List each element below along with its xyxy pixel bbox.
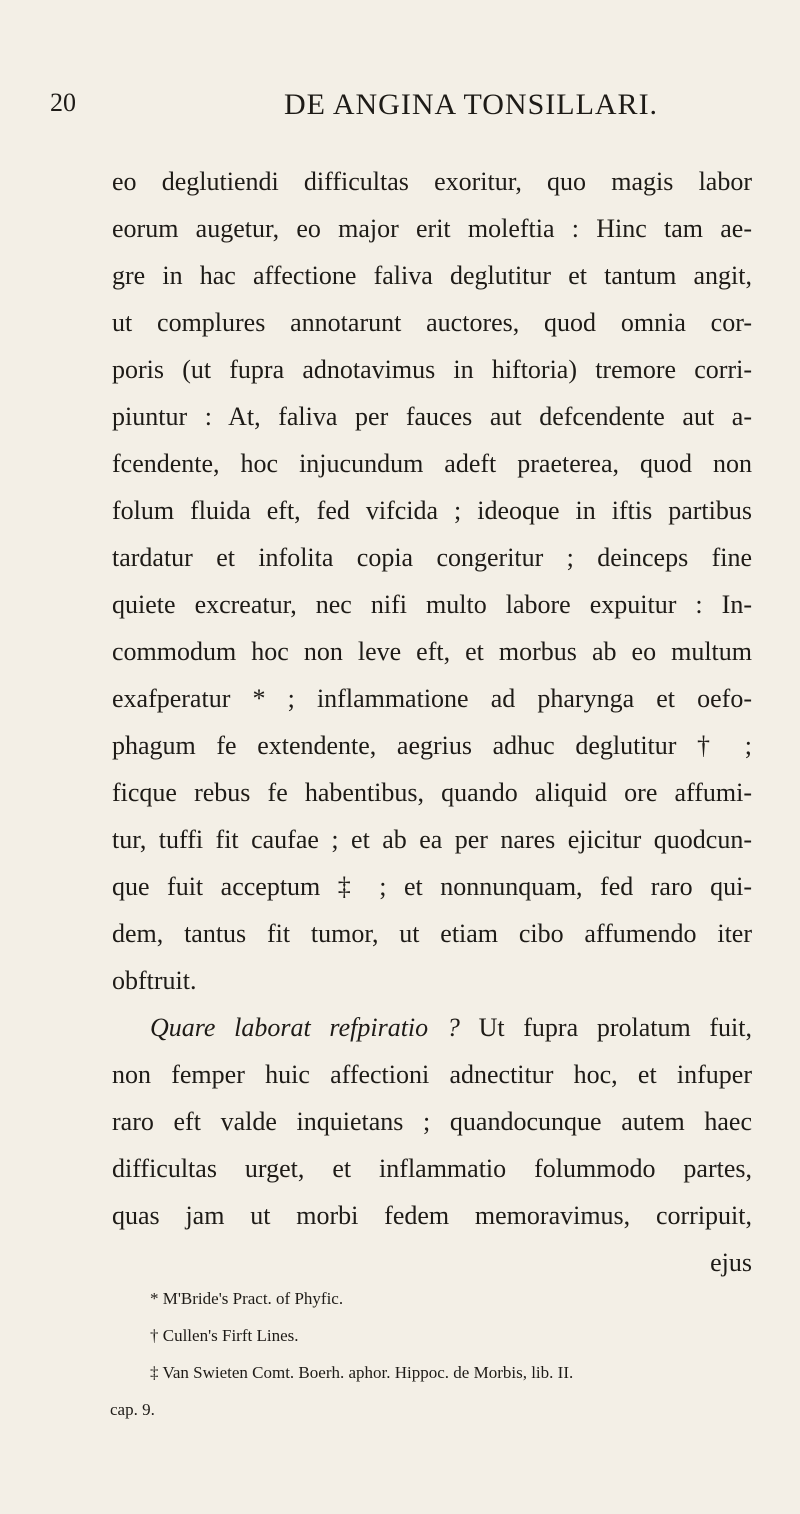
page-number: 20 [50,88,76,117]
text-line: eorum augetur, eo major erit moleftia : Hinc tam ae- [112,214,752,243]
text-line: obftruit. [112,966,197,995]
text-line: folum fluida eft, fed vifcida ; ideoque in iftis partibus [112,496,752,525]
footnote-1: * M'Bride's Pract. of Phyfic. [150,1289,344,1308]
text-line: gre in hac affectione faliva deglutitur et tantum angit, [112,261,752,290]
text-line: tur, tuffi fit caufae ; et ab ea per nares ejicitur quodcun- [112,825,752,854]
footnote-3-continued: cap. 9. [110,1400,155,1419]
text-line: tardatur et infolita copia congeritur ; deinceps fine [112,543,752,572]
running-title: DE ANGINA TONSILLARI. [284,88,659,121]
question-rest: Ut fupra prolatum fuit, [478,1013,752,1042]
page-header [50,88,750,128]
body-text [112,158,752,1286]
text-line: que fuit acceptum ‡ ; et nonnunquam, fed raro qui- [112,872,752,901]
text-line: exafperatur * ; inflammatione ad pharynga et oefo- [112,684,752,713]
text-line: non femper huic affectioni adnectitur hoc, et infuper [112,1060,752,1089]
catchword: ejus [710,1248,752,1277]
text-line: quas jam ut morbi fedem memoravimus, corripuit, [112,1201,752,1230]
text-line: poris (ut fupra adnotavimus in hiftoria) tremore corri- [112,355,752,384]
text-line: eo deglutiendi difficultas exoritur, quo magis labor [112,167,752,196]
text-line: fcendente, hoc injucundum adeft praeterea, quod non [112,449,752,478]
text-line: commodum hoc non leve eft, et morbus ab eo multum [112,637,752,666]
text-line: piuntur : At, faliva per fauces aut defcendente aut a- [112,402,752,431]
footnote-2: † Cullen's Firft Lines. [150,1326,299,1345]
text-line: difficultas urget, et inflammatio folummodo partes, [112,1154,752,1183]
footnotes [110,1280,752,1428]
footnote-3: ‡ Van Swieten Comt. Boerh. aphor. Hippoc. de Morbis, lib. II. [150,1363,574,1382]
text-line: quiete excreatur, nec nifi multo labore expuitur : In- [112,590,752,619]
text-line: ficque rebus fe habentibus, quando aliquid ore affumi- [112,778,752,807]
text-line: phagum fe extendente, aegrius adhuc deglutitur † ; [112,731,752,760]
text-line: ut complures annotarunt auctores, quod omnia cor- [112,308,752,337]
question-line [112,1004,752,1051]
text-line: raro eft valde inquietans ; quandocunque autem haec [112,1107,752,1136]
question-heading: Quare laborat refpiratio ? [150,1013,460,1042]
text-line: dem, tantus fit tumor, ut etiam cibo affumendo iter [112,919,752,948]
